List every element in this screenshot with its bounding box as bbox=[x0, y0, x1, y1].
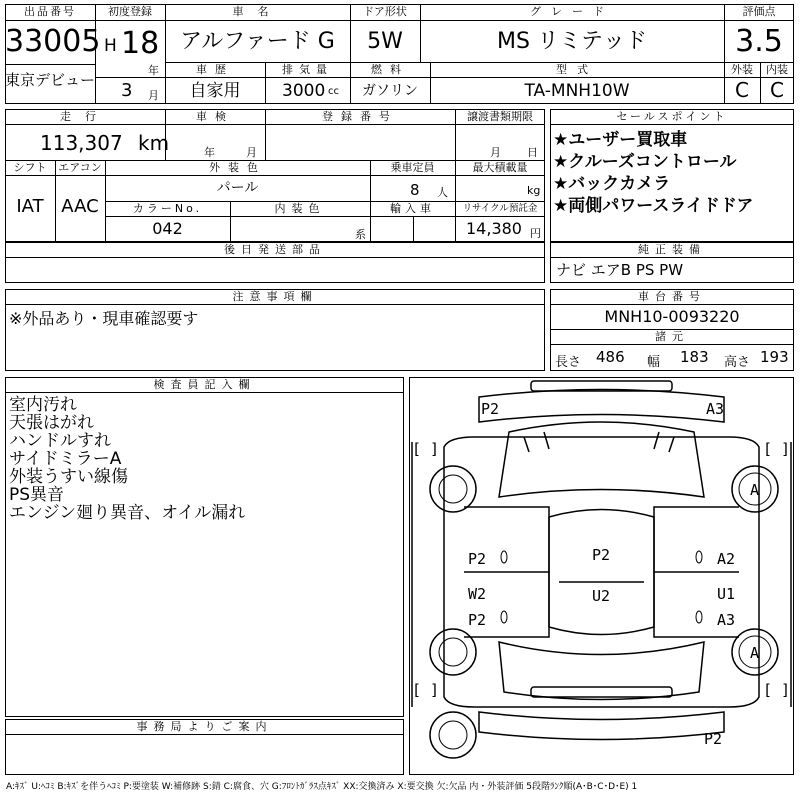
length-value: 486 bbox=[596, 348, 625, 366]
damage-mark: A3 bbox=[706, 400, 725, 418]
inspector-note: ハンドルすれ bbox=[9, 431, 111, 451]
fuel: ガソリン bbox=[362, 83, 418, 99]
sales-point: ★両側パワースライドドア bbox=[553, 196, 754, 216]
load-unit: kg bbox=[527, 184, 541, 197]
transfer-day-unit: 日 bbox=[527, 146, 538, 159]
aircon-label: エアコン bbox=[58, 161, 102, 174]
lot-number: 33005 bbox=[5, 24, 101, 59]
car-name: アルファード G bbox=[180, 29, 335, 54]
interior-color-label: 内装色 bbox=[274, 202, 326, 215]
exterior-color-label: 外装色 bbox=[209, 161, 266, 174]
aircon: AAC bbox=[61, 196, 99, 217]
inspector-note: 室内汚れ bbox=[9, 395, 77, 415]
damage-mark: A2 bbox=[717, 550, 736, 568]
interior-color-unit: 系 bbox=[355, 228, 366, 241]
factory-label: 純正装備 bbox=[638, 243, 706, 256]
factory-equipment: ナビ エアB PS PW bbox=[556, 261, 684, 279]
chassis-number: MNH10-0093220 bbox=[604, 307, 740, 326]
import-label: 輸入車 bbox=[390, 202, 435, 215]
width-label: 幅 bbox=[647, 355, 661, 370]
damage-mark: P2 bbox=[468, 550, 487, 568]
damage-mark: A3 bbox=[717, 611, 736, 629]
exterior-label: 外装 bbox=[731, 63, 753, 76]
model-label: 型式 bbox=[556, 63, 598, 76]
exterior-color: パール bbox=[216, 180, 259, 196]
transfer-month-unit: 月 bbox=[490, 146, 501, 159]
damage-mark: [ ] bbox=[763, 440, 791, 458]
height-value: 193 bbox=[760, 348, 789, 366]
exterior-grade: C bbox=[735, 78, 749, 102]
inspector-note: サイドミラーA bbox=[9, 449, 122, 469]
damage-mark: P2 bbox=[592, 546, 611, 564]
car-name-label: 車名 bbox=[232, 5, 283, 18]
door: 5W bbox=[367, 29, 403, 54]
inspection-label: 車検 bbox=[196, 110, 234, 123]
displacement: 3000 bbox=[282, 81, 326, 101]
damage-mark: U1 bbox=[717, 585, 736, 603]
shift-label: シフト bbox=[13, 161, 47, 174]
damage-mark: [ ] bbox=[412, 681, 440, 699]
inspector-note: エンジン廻り異音、オイル漏れ bbox=[9, 503, 246, 523]
notes-text: ※外品あり・現車確認要す bbox=[9, 309, 199, 328]
transfer-label: 譲渡書類期限 bbox=[467, 110, 533, 123]
width-value: 183 bbox=[680, 348, 709, 366]
first-reg-year: 18 bbox=[121, 26, 160, 61]
displacement-label: 排気量 bbox=[282, 63, 333, 76]
reg-no-label: 登録番号 bbox=[322, 110, 398, 123]
interior-grade: C bbox=[770, 78, 784, 102]
sales-point: ★バックカメラ bbox=[553, 174, 671, 194]
chassis-label: 車台番号 bbox=[638, 290, 706, 303]
damage-mark: U2 bbox=[592, 587, 611, 605]
notes-label: 注意事項欄 bbox=[232, 290, 318, 303]
damage-mark: [ ] bbox=[412, 440, 440, 458]
office-label: 事務局よりご案内 bbox=[136, 720, 273, 733]
first-reg-era: H bbox=[104, 36, 117, 56]
later-parts-label: 後日発送部品 bbox=[224, 243, 326, 256]
displacement-unit: cc bbox=[328, 86, 339, 97]
capacity-unit: 人 bbox=[437, 186, 448, 199]
interior-label: 内装 bbox=[766, 63, 788, 76]
grade-label: グレード bbox=[530, 5, 614, 18]
mileage-unit: km bbox=[138, 131, 170, 155]
first-reg-month: 3 bbox=[121, 80, 133, 101]
damage-mark: A bbox=[750, 481, 760, 499]
inspection-year-unit: 年 bbox=[204, 146, 215, 159]
damage-mark: A bbox=[750, 644, 760, 662]
model: TA-MNH10W bbox=[524, 81, 630, 101]
color-no-label: カラーNo. bbox=[132, 202, 203, 215]
inspector-note: PS異音 bbox=[9, 485, 65, 505]
car-diagram bbox=[409, 377, 794, 775]
inspector-label: 検査員記入欄 bbox=[153, 378, 256, 391]
mileage-label: 走行 bbox=[60, 110, 110, 123]
dims-label: 諸元 bbox=[655, 330, 689, 343]
door-label: ドア形状 bbox=[363, 5, 407, 18]
score: 3.5 bbox=[735, 24, 783, 59]
inspector-note: 外装うすい線傷 bbox=[9, 467, 128, 487]
damage-mark: P2 bbox=[481, 400, 500, 418]
color-no: 042 bbox=[152, 219, 183, 238]
first-reg-label: 初度登録 bbox=[108, 5, 152, 18]
tokyo-debut: 東京デビュー bbox=[5, 71, 96, 89]
history: 自家用 bbox=[189, 81, 241, 101]
capacity: 8 bbox=[410, 181, 420, 199]
grade: MS リミテッド bbox=[497, 29, 647, 54]
sales-point: ★ユーザー買取車 bbox=[553, 130, 688, 150]
first-reg-year-unit: 年 bbox=[148, 64, 159, 77]
shift: IAT bbox=[16, 196, 44, 217]
recycle: 14,380 bbox=[466, 219, 522, 238]
score-label: 評価点 bbox=[742, 5, 776, 18]
recycle-label: リサイクル預託金 bbox=[462, 203, 538, 214]
damage-mark: [ ] bbox=[763, 681, 791, 699]
history-label: 車歴 bbox=[196, 63, 234, 76]
legend: A:ｷｽﾞ U:ﾍｺﾐ B:ｷｽﾞを伴うﾍｺﾐ P:要塗装 W:補修跡 S:錆 C:腐食、穴 G:ﾌﾛﾝﾄｶﾞﾗｽ点ｷｽﾞ XX:交換済み X:要交換 欠:欠品 内・外装評価 5段階ﾗﾝｸ順(A･B･C･D･E) 1 bbox=[6, 782, 638, 792]
height-label: 高さ bbox=[724, 355, 751, 370]
load-label: 最大積載量 bbox=[472, 161, 528, 174]
recycle-unit: 円 bbox=[530, 227, 541, 240]
inspector-note: 天張はがれ bbox=[9, 413, 94, 433]
first-reg-month-unit: 月 bbox=[148, 89, 159, 102]
sales-points-label: セールスポイント bbox=[616, 110, 728, 123]
sales-point: ★クルーズコントロール bbox=[553, 152, 737, 172]
inspection-month-unit: 月 bbox=[246, 146, 257, 159]
mileage: 113,307 bbox=[40, 131, 123, 155]
fuel-label: 燃料 bbox=[371, 63, 409, 76]
damage-mark: W2 bbox=[468, 585, 487, 603]
capacity-label: 乗車定員 bbox=[390, 161, 435, 174]
damage-mark: P2 bbox=[468, 611, 487, 629]
length-label: 長さ bbox=[555, 355, 582, 370]
lot-number-label: 出品番号 bbox=[24, 5, 76, 18]
damage-mark: P2 bbox=[704, 730, 723, 748]
